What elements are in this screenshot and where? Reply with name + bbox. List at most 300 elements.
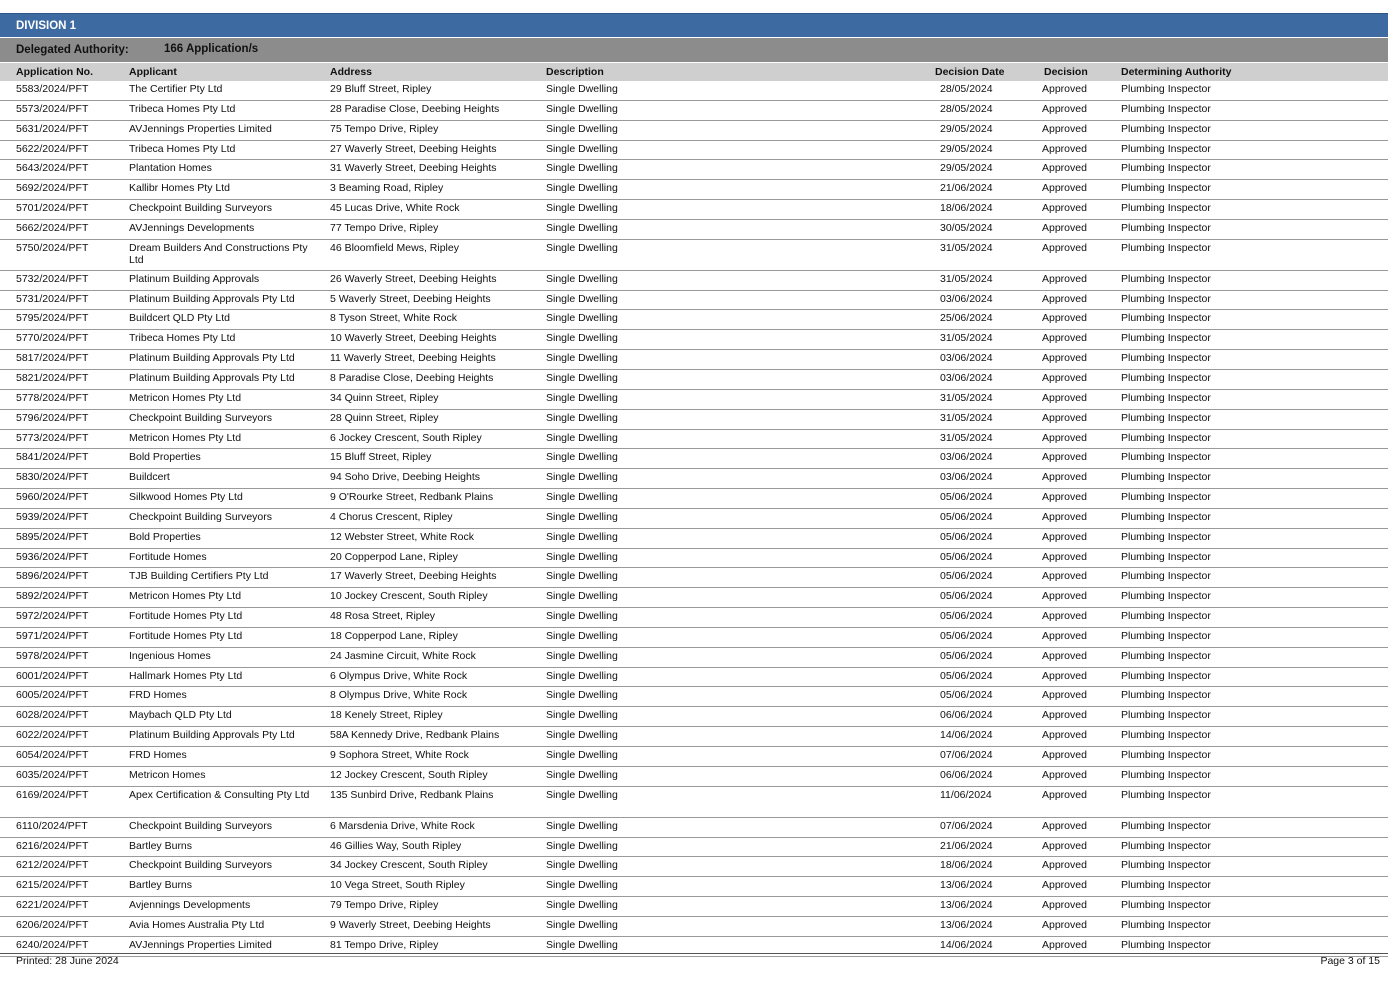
cell-description: Single Dwelling bbox=[546, 142, 618, 155]
cell-applicant: Metricon Homes Pty Ltd bbox=[129, 590, 242, 603]
cell-decision: Approved bbox=[1042, 241, 1087, 254]
cell-applicant: Bartley Burns bbox=[129, 839, 193, 852]
table-row bbox=[0, 81, 1388, 101]
cell-determining-authority: Plumbing Inspector bbox=[1121, 332, 1211, 345]
cell-decision: Approved bbox=[1042, 629, 1087, 642]
table-row bbox=[0, 220, 1388, 240]
cell-description: Single Dwelling bbox=[546, 749, 618, 761]
cell-decision: Approved bbox=[1042, 879, 1087, 892]
cell-decision-date: 05/06/2024 bbox=[940, 550, 993, 563]
cell-applicant: Platinum Building Approvals Pty Ltd bbox=[129, 371, 295, 384]
cell-description: Single Dwelling bbox=[546, 83, 618, 95]
cell-app-no: 5583/2024/PFT bbox=[16, 83, 89, 95]
table-row bbox=[0, 330, 1388, 350]
table-row bbox=[0, 390, 1388, 410]
cell-app-no: 6212/2024/PFT bbox=[16, 859, 89, 872]
cell-address: 18 Kenely Street, Ripley bbox=[330, 709, 443, 722]
cell-decision: Approved bbox=[1042, 471, 1087, 484]
cell-applicant: Bold Properties bbox=[129, 451, 201, 464]
cell-applicant: Metricon Homes Pty Ltd bbox=[129, 391, 242, 404]
cell-decision-date: 21/06/2024 bbox=[940, 839, 993, 852]
cell-decision: Approved bbox=[1042, 550, 1087, 563]
cell-applicant: Checkpoint Building Surveyors bbox=[129, 411, 272, 424]
cell-app-no: 6001/2024/PFT bbox=[16, 669, 89, 682]
cell-determining-authority: Plumbing Inspector bbox=[1121, 729, 1211, 742]
cell-applicant: Metricon Homes Pty Ltd bbox=[129, 431, 242, 444]
cell-description: Single Dwelling bbox=[546, 352, 618, 365]
cell-address: 28 Paradise Close, Deebing Heights bbox=[330, 102, 500, 115]
cell-decision: Approved bbox=[1042, 938, 1087, 951]
cell-address: 27 Waverly Street, Deebing Heights bbox=[330, 142, 497, 155]
cell-decision: Approved bbox=[1042, 610, 1087, 623]
cell-decision: Approved bbox=[1042, 729, 1087, 742]
cell-address: 26 Waverly Street, Deebing Heights bbox=[330, 272, 497, 285]
cell-description: Single Dwelling bbox=[546, 292, 618, 305]
cell-description: Single Dwelling bbox=[546, 122, 618, 135]
cell-applicant: AVJennings Properties Limited bbox=[129, 938, 272, 951]
cell-address: 10 Vega Street, South Ripley bbox=[330, 879, 465, 892]
cell-determining-authority: Plumbing Inspector bbox=[1121, 491, 1211, 504]
cell-description: Single Dwelling bbox=[546, 411, 618, 424]
cell-applicant: Checkpoint Building Surveyors bbox=[129, 510, 272, 523]
cell-app-no: 5692/2024/PFT bbox=[16, 182, 89, 195]
cell-decision-date: 05/06/2024 bbox=[940, 570, 993, 583]
cell-applicant: Avia Homes Australia Pty Ltd bbox=[129, 918, 265, 931]
table-row bbox=[0, 291, 1388, 311]
cell-decision-date: 13/06/2024 bbox=[940, 879, 993, 892]
cell-app-no: 5750/2024/PFT bbox=[16, 241, 89, 254]
cell-applicant: Tribeca Homes Pty Ltd bbox=[129, 142, 236, 155]
cell-decision-date: 18/06/2024 bbox=[940, 859, 993, 872]
table-row bbox=[0, 838, 1388, 858]
cell-applicant: Platinum Building Approvals bbox=[129, 272, 260, 285]
cell-description: Single Dwelling bbox=[546, 221, 618, 234]
cell-decision: Approved bbox=[1042, 142, 1087, 155]
cell-determining-authority: Plumbing Inspector bbox=[1121, 918, 1211, 931]
cell-description: Single Dwelling bbox=[546, 431, 618, 444]
cell-description: Single Dwelling bbox=[546, 332, 618, 345]
table-row bbox=[0, 877, 1388, 897]
cell-determining-authority: Plumbing Inspector bbox=[1121, 938, 1211, 951]
cell-decision-date: 31/05/2024 bbox=[940, 241, 993, 254]
table-row bbox=[0, 141, 1388, 161]
cell-app-no: 6005/2024/PFT bbox=[16, 689, 89, 702]
cell-decision: Approved bbox=[1042, 491, 1087, 504]
cell-determining-authority: Plumbing Inspector bbox=[1121, 162, 1211, 175]
cell-decision-date: 28/05/2024 bbox=[940, 83, 993, 95]
cell-description: Single Dwelling bbox=[546, 709, 618, 722]
cell-address: 81 Tempo Drive, Ripley bbox=[330, 938, 439, 951]
cell-determining-authority: Plumbing Inspector bbox=[1121, 471, 1211, 484]
cell-applicant: Bold Properties bbox=[129, 530, 201, 543]
cell-decision: Approved bbox=[1042, 530, 1087, 543]
cell-address: 28 Quinn Street, Ripley bbox=[330, 411, 439, 424]
cell-decision: Approved bbox=[1042, 570, 1087, 583]
cell-description: Single Dwelling bbox=[546, 729, 618, 742]
cell-decision-date: 06/06/2024 bbox=[940, 709, 993, 722]
table-row bbox=[0, 767, 1388, 787]
cell-app-no: 6215/2024/PFT bbox=[16, 879, 89, 892]
cell-applicant: Platinum Building Approvals Pty Ltd bbox=[129, 352, 295, 365]
cell-decision: Approved bbox=[1042, 411, 1087, 424]
cell-decision: Approved bbox=[1042, 590, 1087, 603]
cell-decision: Approved bbox=[1042, 292, 1087, 305]
cell-decision: Approved bbox=[1042, 649, 1087, 662]
authority-bar bbox=[0, 38, 1388, 62]
table-header bbox=[0, 63, 1388, 81]
applications-table-body bbox=[0, 81, 1388, 957]
cell-address: 4 Chorus Crescent, Ripley bbox=[330, 510, 453, 523]
cell-app-no: 5732/2024/PFT bbox=[16, 272, 89, 285]
cell-address: 8 Tyson Street, White Rock bbox=[330, 312, 458, 325]
cell-address: 11 Waverly Street, Deebing Heights bbox=[330, 352, 496, 365]
page-number: Page 3 of 15 bbox=[1320, 955, 1380, 967]
cell-applicant: Platinum Building Approvals Pty Ltd bbox=[129, 729, 295, 742]
cell-description: Single Dwelling bbox=[546, 102, 618, 115]
table-row bbox=[0, 200, 1388, 220]
cell-decision-date: 14/06/2024 bbox=[940, 729, 993, 742]
cell-address: 9 Sophora Street, White Rock bbox=[330, 749, 469, 761]
cell-decision-date: 29/05/2024 bbox=[940, 162, 993, 175]
cell-determining-authority: Plumbing Inspector bbox=[1121, 122, 1211, 135]
cell-app-no: 5896/2024/PFT bbox=[16, 570, 89, 583]
cell-decision-date: 05/06/2024 bbox=[940, 649, 993, 662]
cell-determining-authority: Plumbing Inspector bbox=[1121, 83, 1211, 95]
cell-app-no: 5770/2024/PFT bbox=[16, 332, 89, 345]
cell-app-no: 6221/2024/PFT bbox=[16, 899, 89, 912]
cell-decision: Approved bbox=[1042, 371, 1087, 384]
cell-decision-date: 05/06/2024 bbox=[940, 629, 993, 642]
cell-app-no: 5796/2024/PFT bbox=[16, 411, 89, 424]
cell-determining-authority: Plumbing Inspector bbox=[1121, 819, 1211, 832]
cell-decision: Approved bbox=[1042, 709, 1087, 722]
division-header bbox=[0, 13, 1388, 37]
cell-description: Single Dwelling bbox=[546, 162, 618, 175]
table-row bbox=[0, 707, 1388, 727]
table-row bbox=[0, 568, 1388, 588]
cell-decision: Approved bbox=[1042, 819, 1087, 832]
cell-address: 10 Waverly Street, Deebing Heights bbox=[330, 332, 497, 345]
cell-address: 24 Jasmine Circuit, White Rock bbox=[330, 649, 476, 662]
table-row bbox=[0, 648, 1388, 668]
cell-decision-date: 07/06/2024 bbox=[940, 819, 993, 832]
cell-decision-date: 31/05/2024 bbox=[940, 431, 993, 444]
printed-date: Printed: 28 June 2024 bbox=[16, 955, 119, 967]
column-header-app-no: Application No. bbox=[16, 66, 93, 78]
cell-determining-authority: Plumbing Inspector bbox=[1121, 352, 1211, 365]
cell-decision-date: 06/06/2024 bbox=[940, 768, 993, 781]
cell-decision-date: 29/05/2024 bbox=[940, 142, 993, 155]
cell-address: 34 Jockey Crescent, South Ripley bbox=[330, 859, 488, 872]
cell-decision-date: 14/06/2024 bbox=[940, 938, 993, 951]
cell-description: Single Dwelling bbox=[546, 689, 618, 702]
cell-address: 29 Bluff Street, Ripley bbox=[330, 83, 432, 95]
column-header-description: Description bbox=[546, 66, 604, 78]
cell-description: Single Dwelling bbox=[546, 879, 618, 892]
cell-address: 94 Soho Drive, Deebing Heights bbox=[330, 471, 481, 484]
cell-decision: Approved bbox=[1042, 749, 1087, 761]
table-row bbox=[0, 917, 1388, 937]
cell-applicant: Metricon Homes bbox=[129, 768, 206, 781]
cell-app-no: 5895/2024/PFT bbox=[16, 530, 89, 543]
cell-description: Single Dwelling bbox=[546, 768, 618, 781]
column-header-determining-authority: Determining Authority bbox=[1121, 66, 1232, 78]
cell-address: 9 Waverly Street, Deebing Heights bbox=[330, 918, 491, 931]
cell-description: Single Dwelling bbox=[546, 272, 618, 285]
cell-app-no: 5662/2024/PFT bbox=[16, 221, 89, 234]
table-row bbox=[0, 668, 1388, 688]
cell-description: Single Dwelling bbox=[546, 819, 618, 832]
cell-description: Single Dwelling bbox=[546, 570, 618, 583]
cell-app-no: 5841/2024/PFT bbox=[16, 451, 89, 464]
cell-decision-date: 05/06/2024 bbox=[940, 610, 993, 623]
cell-description: Single Dwelling bbox=[546, 918, 618, 931]
cell-determining-authority: Plumbing Inspector bbox=[1121, 102, 1211, 115]
cell-description: Single Dwelling bbox=[546, 839, 618, 852]
cell-app-no: 5795/2024/PFT bbox=[16, 312, 89, 325]
cell-decision-date: 05/06/2024 bbox=[940, 689, 993, 702]
cell-address: 77 Tempo Drive, Ripley bbox=[330, 221, 439, 234]
cell-decision-date: 28/05/2024 bbox=[940, 102, 993, 115]
cell-determining-authority: Plumbing Inspector bbox=[1121, 879, 1211, 892]
cell-determining-authority: Plumbing Inspector bbox=[1121, 839, 1211, 852]
cell-applicant: The Certifier Pty Ltd bbox=[129, 83, 223, 95]
table-row bbox=[0, 608, 1388, 628]
cell-decision-date: 05/06/2024 bbox=[940, 590, 993, 603]
cell-description: Single Dwelling bbox=[546, 491, 618, 504]
cell-decision-date: 05/06/2024 bbox=[940, 491, 993, 504]
cell-determining-authority: Plumbing Inspector bbox=[1121, 202, 1211, 215]
cell-description: Single Dwelling bbox=[546, 649, 618, 662]
cell-determining-authority: Plumbing Inspector bbox=[1121, 610, 1211, 623]
cell-app-no: 5631/2024/PFT bbox=[16, 122, 89, 135]
cell-determining-authority: Plumbing Inspector bbox=[1121, 530, 1211, 543]
cell-determining-authority: Plumbing Inspector bbox=[1121, 391, 1211, 404]
cell-determining-authority: Plumbing Inspector bbox=[1121, 669, 1211, 682]
cell-decision: Approved bbox=[1042, 859, 1087, 872]
cell-applicant: Dream Builders And Constructions Pty Ltd bbox=[129, 241, 308, 266]
table-row bbox=[0, 897, 1388, 917]
cell-decision-date: 31/05/2024 bbox=[940, 391, 993, 404]
cell-determining-authority: Plumbing Inspector bbox=[1121, 590, 1211, 603]
cell-decision-date: 03/06/2024 bbox=[940, 352, 993, 365]
cell-determining-authority: Plumbing Inspector bbox=[1121, 749, 1211, 761]
table-row bbox=[0, 160, 1388, 180]
cell-address: 6 Marsdenia Drive, White Rock bbox=[330, 819, 475, 832]
cell-description: Single Dwelling bbox=[546, 182, 618, 195]
cell-decision-date: 29/05/2024 bbox=[940, 122, 993, 135]
cell-determining-authority: Plumbing Inspector bbox=[1121, 768, 1211, 781]
cell-description: Single Dwelling bbox=[546, 669, 618, 682]
cell-decision-date: 05/06/2024 bbox=[940, 530, 993, 543]
cell-decision-date: 21/06/2024 bbox=[940, 182, 993, 195]
table-row bbox=[0, 588, 1388, 608]
table-row bbox=[0, 787, 1388, 818]
cell-address: 20 Copperpod Lane, Ripley bbox=[330, 550, 458, 563]
cell-address: 31 Waverly Street, Deebing Heights bbox=[330, 162, 497, 175]
cell-decision: Approved bbox=[1042, 122, 1087, 135]
cell-app-no: 5936/2024/PFT bbox=[16, 550, 89, 563]
cell-app-no: 5971/2024/PFT bbox=[16, 629, 89, 642]
cell-decision: Approved bbox=[1042, 768, 1087, 781]
cell-decision: Approved bbox=[1042, 352, 1087, 365]
cell-address: 6 Jockey Crescent, South Ripley bbox=[330, 431, 482, 444]
cell-applicant: Fortitude Homes Pty Ltd bbox=[129, 610, 243, 623]
cell-determining-authority: Plumbing Inspector bbox=[1121, 371, 1211, 384]
table-row bbox=[0, 857, 1388, 877]
cell-decision: Approved bbox=[1042, 391, 1087, 404]
cell-decision-date: 30/05/2024 bbox=[940, 221, 993, 234]
cell-decision: Approved bbox=[1042, 162, 1087, 175]
table-row bbox=[0, 121, 1388, 141]
column-header-address: Address bbox=[330, 66, 373, 78]
cell-app-no: 5573/2024/PFT bbox=[16, 102, 89, 115]
cell-description: Single Dwelling bbox=[546, 530, 618, 543]
cell-decision: Approved bbox=[1042, 689, 1087, 702]
cell-description: Single Dwelling bbox=[546, 391, 618, 404]
cell-description: Single Dwelling bbox=[546, 859, 618, 872]
cell-decision: Approved bbox=[1042, 202, 1087, 215]
table-row bbox=[0, 430, 1388, 450]
column-header-decision: Decision bbox=[1044, 66, 1088, 78]
cell-applicant: Buildcert bbox=[129, 471, 170, 484]
cell-applicant: AVJennings Developments bbox=[129, 221, 255, 234]
cell-address: 18 Copperpod Lane, Ripley bbox=[330, 629, 458, 642]
cell-description: Single Dwelling bbox=[546, 510, 618, 523]
cell-determining-authority: Plumbing Inspector bbox=[1121, 312, 1211, 325]
table-row bbox=[0, 271, 1388, 291]
table-row bbox=[0, 240, 1388, 271]
cell-app-no: 6169/2024/PFT bbox=[16, 788, 89, 801]
cell-app-no: 5773/2024/PFT bbox=[16, 431, 89, 444]
cell-determining-authority: Plumbing Inspector bbox=[1121, 629, 1211, 642]
cell-address: 48 Rosa Street, Ripley bbox=[330, 610, 436, 623]
cell-address: 3 Beaming Road, Ripley bbox=[330, 182, 444, 195]
cell-description: Single Dwelling bbox=[546, 629, 618, 642]
cell-address: 12 Webster Street, White Rock bbox=[330, 530, 474, 543]
cell-app-no: 5972/2024/PFT bbox=[16, 610, 89, 623]
cell-determining-authority: Plumbing Inspector bbox=[1121, 182, 1211, 195]
cell-app-no: 5830/2024/PFT bbox=[16, 471, 89, 484]
cell-app-no: 5892/2024/PFT bbox=[16, 590, 89, 603]
cell-decision-date: 13/06/2024 bbox=[940, 899, 993, 912]
cell-app-no: 5622/2024/PFT bbox=[16, 142, 89, 155]
cell-decision-date: 25/06/2024 bbox=[940, 312, 993, 325]
authority-label: Delegated Authority: bbox=[16, 44, 129, 56]
cell-description: Single Dwelling bbox=[546, 610, 618, 623]
cell-decision: Approved bbox=[1042, 431, 1087, 444]
cell-description: Single Dwelling bbox=[546, 550, 618, 563]
cell-determining-authority: Plumbing Inspector bbox=[1121, 241, 1211, 254]
column-header-applicant: Applicant bbox=[129, 66, 177, 78]
table-row bbox=[0, 628, 1388, 648]
cell-applicant: Avjennings Developments bbox=[129, 899, 251, 912]
cell-determining-authority: Plumbing Inspector bbox=[1121, 788, 1211, 801]
cell-description: Single Dwelling bbox=[546, 590, 618, 603]
application-count: 166 Application/s bbox=[164, 43, 259, 55]
cell-app-no: 6110/2024/PFT bbox=[16, 819, 88, 832]
cell-determining-authority: Plumbing Inspector bbox=[1121, 292, 1211, 305]
cell-determining-authority: Plumbing Inspector bbox=[1121, 550, 1211, 563]
cell-app-no: 5643/2024/PFT bbox=[16, 162, 89, 175]
cell-applicant: AVJennings Properties Limited bbox=[129, 122, 272, 135]
cell-app-no: 5821/2024/PFT bbox=[16, 371, 89, 384]
cell-decision-date: 31/05/2024 bbox=[940, 272, 993, 285]
cell-decision: Approved bbox=[1042, 102, 1087, 115]
cell-applicant: Tribeca Homes Pty Ltd bbox=[129, 102, 236, 115]
column-header-decision-date: Decision Date bbox=[935, 66, 1005, 78]
cell-decision: Approved bbox=[1042, 788, 1087, 801]
cell-description: Single Dwelling bbox=[546, 312, 618, 325]
cell-address: 17 Waverly Street, Deebing Heights bbox=[330, 570, 497, 583]
cell-determining-authority: Plumbing Inspector bbox=[1121, 272, 1211, 285]
cell-app-no: 6240/2024/PFT bbox=[16, 938, 89, 951]
table-row bbox=[0, 509, 1388, 529]
cell-determining-authority: Plumbing Inspector bbox=[1121, 431, 1211, 444]
cell-address: 8 Olympus Drive, White Rock bbox=[330, 689, 468, 702]
cell-address: 15 Bluff Street, Ripley bbox=[330, 451, 432, 464]
cell-applicant: Hallmark Homes Pty Ltd bbox=[129, 669, 243, 682]
cell-decision: Approved bbox=[1042, 899, 1087, 912]
cell-decision: Approved bbox=[1042, 451, 1087, 464]
table-row bbox=[0, 370, 1388, 390]
table-row bbox=[0, 101, 1388, 121]
cell-address: 135 Sunbird Drive, Redbank Plains bbox=[330, 788, 494, 801]
cell-decision-date: 18/06/2024 bbox=[940, 202, 993, 215]
cell-determining-authority: Plumbing Inspector bbox=[1121, 859, 1211, 872]
table-row bbox=[0, 180, 1388, 200]
cell-determining-authority: Plumbing Inspector bbox=[1121, 689, 1211, 702]
cell-decision-date: 13/06/2024 bbox=[940, 918, 993, 931]
cell-decision-date: 03/06/2024 bbox=[940, 451, 993, 464]
cell-address: 58A Kennedy Drive, Redbank Plains bbox=[330, 729, 500, 742]
table-row bbox=[0, 449, 1388, 469]
cell-applicant: Maybach QLD Pty Ltd bbox=[129, 709, 232, 722]
cell-applicant: Platinum Building Approvals Pty Ltd bbox=[129, 292, 295, 305]
cell-applicant: Bartley Burns bbox=[129, 879, 193, 892]
cell-app-no: 5701/2024/PFT bbox=[16, 202, 89, 215]
cell-app-no: 5939/2024/PFT bbox=[16, 510, 89, 523]
cell-determining-authority: Plumbing Inspector bbox=[1121, 709, 1211, 722]
cell-applicant: Fortitude Homes Pty Ltd bbox=[129, 629, 243, 642]
cell-decision: Approved bbox=[1042, 272, 1087, 285]
table-row bbox=[0, 410, 1388, 430]
cell-address: 75 Tempo Drive, Ripley bbox=[330, 122, 439, 135]
cell-description: Single Dwelling bbox=[546, 241, 618, 254]
cell-address: 46 Bloomfield Mews, Ripley bbox=[330, 241, 459, 254]
cell-applicant: Checkpoint Building Surveyors bbox=[129, 859, 272, 872]
cell-decision: Approved bbox=[1042, 312, 1087, 325]
cell-determining-authority: Plumbing Inspector bbox=[1121, 899, 1211, 912]
cell-applicant: Fortitude Homes bbox=[129, 550, 207, 563]
cell-address: 8 Paradise Close, Deebing Heights bbox=[330, 371, 494, 384]
cell-determining-authority: Plumbing Inspector bbox=[1121, 570, 1211, 583]
cell-address: 34 Quinn Street, Ripley bbox=[330, 391, 439, 404]
table-row bbox=[0, 469, 1388, 489]
cell-applicant: TJB Building Certifiers Pty Ltd bbox=[129, 570, 269, 583]
cell-determining-authority: Plumbing Inspector bbox=[1121, 451, 1211, 464]
cell-applicant: FRD Homes bbox=[129, 689, 187, 702]
cell-description: Single Dwelling bbox=[546, 451, 618, 464]
cell-decision-date: 07/06/2024 bbox=[940, 749, 993, 761]
cell-app-no: 6035/2024/PFT bbox=[16, 768, 89, 781]
cell-determining-authority: Plumbing Inspector bbox=[1121, 510, 1211, 523]
table-row bbox=[0, 727, 1388, 747]
cell-decision: Approved bbox=[1042, 510, 1087, 523]
table-row bbox=[0, 687, 1388, 707]
cell-decision: Approved bbox=[1042, 221, 1087, 234]
cell-decision-date: 31/05/2024 bbox=[940, 411, 993, 424]
